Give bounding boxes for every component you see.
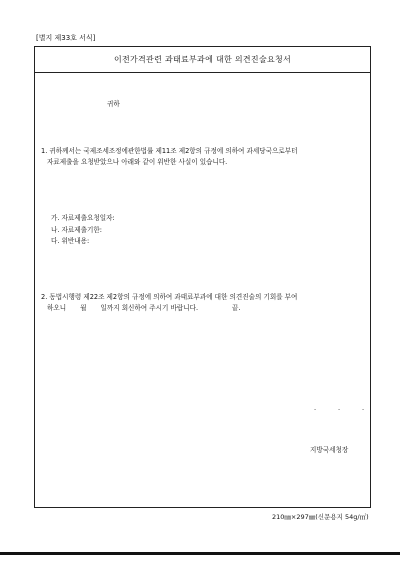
paragraph2-month: 월 (80, 304, 87, 312)
item-request-date: 가. 자료제출요청일자: (51, 214, 115, 222)
paragraph2-text-c: 일까지 회신하여 주시기 바랍니다. (100, 304, 199, 312)
bottom-bar (0, 552, 400, 555)
addressee: 귀하 (107, 100, 120, 108)
form-title: 이전가격관련 과태료부과에 대한 의견진술요청서 (35, 47, 370, 73)
signer: 지방국세청장 (310, 446, 349, 454)
date-dot: . (361, 404, 365, 412)
date-row (303, 405, 375, 412)
form-number: [별지 제33호 서식] (36, 34, 96, 42)
item-violation: 다. 위반내용: (51, 237, 90, 245)
date-dot: . (313, 404, 317, 412)
paragraph1-line2: 자료제출을 요청받았으나 아래와 같이 위반한 사실이 있습니다. (47, 158, 228, 166)
paper-size: 210㎜×297㎜(신문용지 54g/㎡) (272, 513, 369, 521)
date-dot: . (337, 404, 341, 412)
item-deadline: 나. 자료제출기한: (51, 226, 103, 234)
paragraph2-line1: 2. 동법시행령 제22조 제2항의 규정에 의하여 과태료부과에 대한 의견진술의 기회를 부여 (41, 293, 298, 301)
paragraph1-line1: 1. 귀하께서는 국제조세조정에관한법률 제11조 제2항의 규정에 의하여 과세당국으로부터 (41, 147, 298, 155)
paragraph2-text-a: 하오니 (47, 304, 67, 312)
paragraph2-end: 끝. (232, 304, 241, 312)
form-box (34, 46, 371, 508)
paragraph2-line2 (47, 305, 241, 312)
